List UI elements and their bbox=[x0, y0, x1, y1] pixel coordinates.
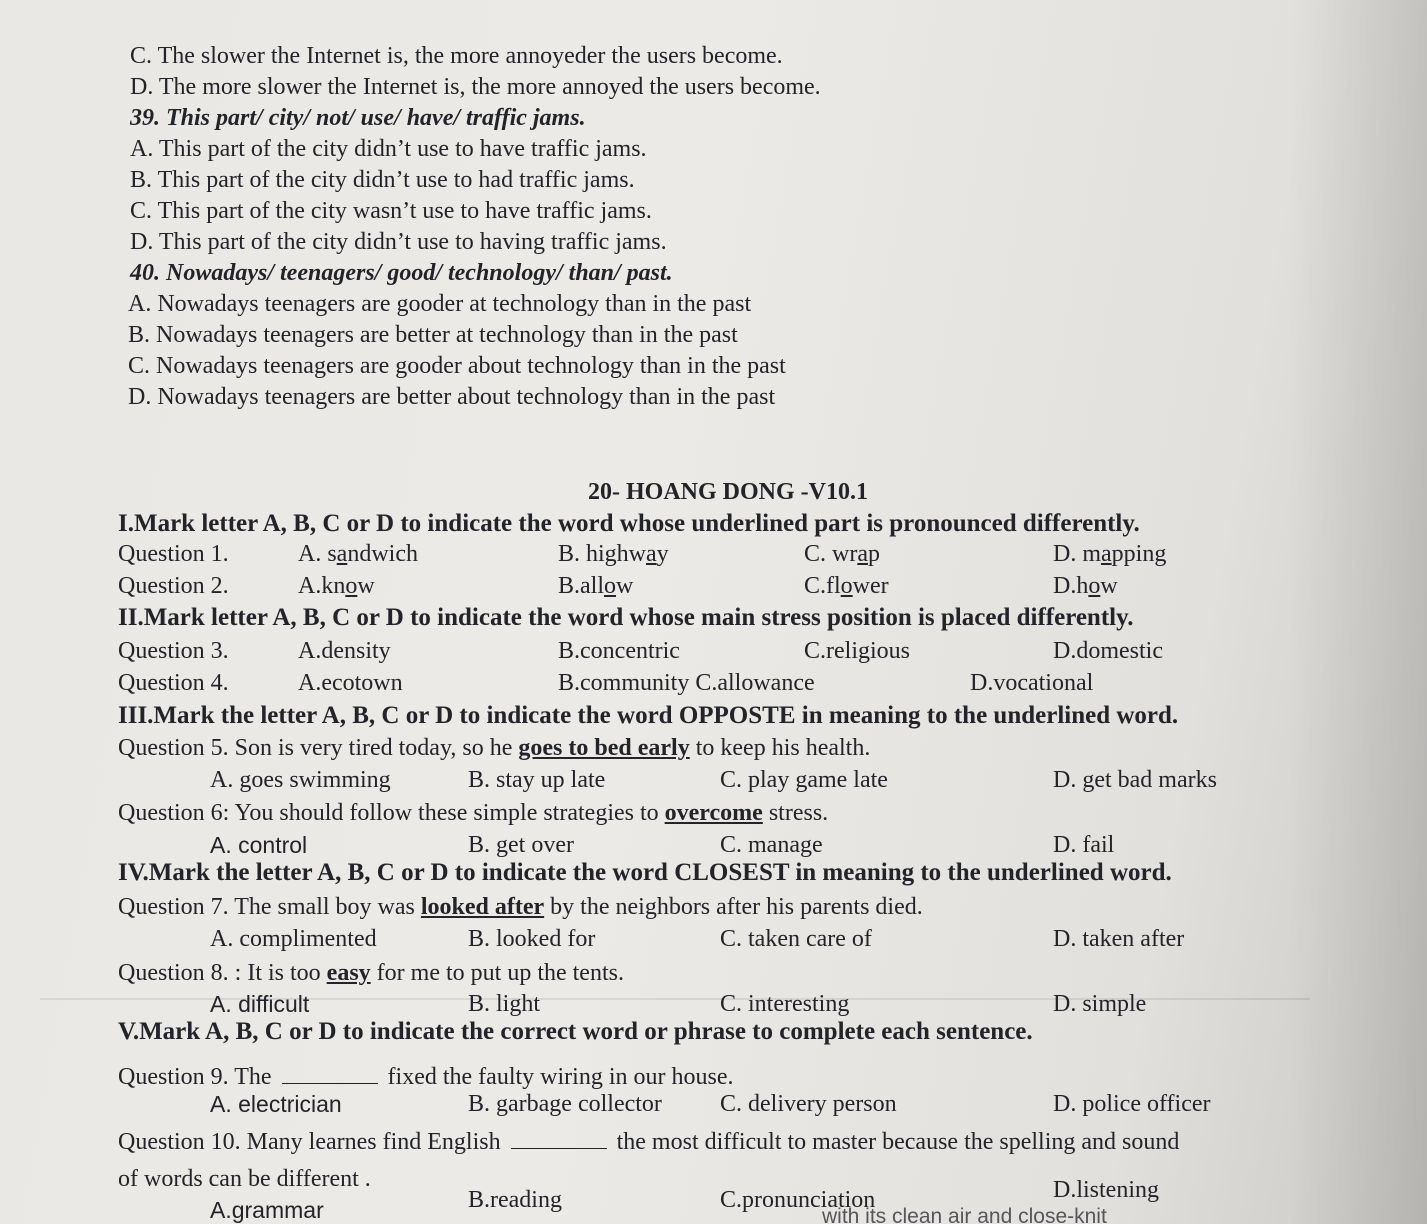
question-3-label: Question 3. bbox=[118, 638, 229, 664]
q4-options-b-c: B.community C.allowance bbox=[558, 670, 815, 696]
q8-option-c: C. interesting bbox=[720, 991, 850, 1017]
q9-option-a: A. electrician bbox=[210, 1091, 342, 1117]
q39-option-a: A. This part of the city didn’t use to have traffic jams. bbox=[130, 136, 647, 162]
q40-option-a: A. Nowadays teenagers are gooder at technology than in the past bbox=[128, 291, 752, 317]
q6-option-d: D. fail bbox=[1053, 832, 1115, 858]
q1-option-b: B. highway bbox=[558, 541, 669, 567]
cutoff-text-fragment: with its clean air and close-knit bbox=[822, 1205, 1107, 1224]
question-1-row bbox=[118, 540, 1418, 568]
q9-option-d: D. police officer bbox=[1053, 1091, 1211, 1117]
question-5-text: Question 5. Son is very tired today, so he goes to bed early to keep his health. bbox=[118, 735, 871, 761]
q5-option-b: B. stay up late bbox=[468, 767, 606, 793]
q4-option-d: D.vocational bbox=[970, 670, 1094, 696]
q9-option-b: B. garbage collector bbox=[468, 1091, 662, 1117]
q1-option-a: A. sandwich bbox=[298, 541, 418, 567]
q9-option-c: C. delivery person bbox=[720, 1091, 897, 1117]
q5-option-c: C. play game late bbox=[720, 767, 888, 793]
question-6-text: Question 6: You should follow these simple strategies to overcome stress. bbox=[118, 800, 829, 826]
q10-option-d: D.listening bbox=[1053, 1177, 1159, 1203]
page-edge-shadow bbox=[1287, 0, 1427, 1224]
q2-option-d: D.how bbox=[1053, 573, 1118, 599]
question-8-options bbox=[118, 990, 1418, 1018]
question-9-options bbox=[118, 1090, 1418, 1118]
q39-prompt: 39. This part/ city/ not/ use/ have/ traffic jams. bbox=[130, 105, 586, 131]
q40-option-b: B. Nowadays teenagers are better at technology than in the past bbox=[128, 322, 738, 348]
q38-option-c: C. The slower the Internet is, the more annoyeder the users become. bbox=[130, 43, 783, 69]
q10-option-a: A.grammar bbox=[210, 1197, 324, 1223]
q40-option-c: C. Nowadays teenagers are gooder about technology than in the past bbox=[128, 353, 786, 379]
section-5-heading: V.Mark A, B, C or D to indicate the correct word or phrase to complete each sentence. bbox=[118, 1018, 1033, 1045]
q1-option-c: C. wrap bbox=[804, 541, 880, 567]
section-1-heading: I.Mark letter A, B, C or D to indicate the word whose underlined part is pronounced differently. bbox=[118, 510, 1140, 537]
q2-option-b: B.allow bbox=[558, 573, 634, 599]
q6-option-b: B. get over bbox=[468, 832, 574, 858]
q3-option-c: C.religious bbox=[804, 638, 910, 664]
question-7-text: Question 7. The small boy was looked after by the neighbors after his parents died. bbox=[118, 894, 923, 920]
q6-option-a: A. control bbox=[210, 832, 308, 858]
section-2-heading: II.Mark letter A, B, C or D to indicate the word whose main stress position is placed differently. bbox=[118, 604, 1134, 631]
question-4-row bbox=[118, 669, 1418, 697]
q39-option-d: D. This part of the city didn’t use to having traffic jams. bbox=[130, 229, 667, 255]
question-10-text: Question 10. Many learnes find English the most difficult to master because the spelling and sound bbox=[118, 1129, 1180, 1155]
question-6-options bbox=[118, 831, 1418, 859]
q10-answer-blank bbox=[511, 1130, 607, 1149]
question-1-label: Question 1. bbox=[118, 541, 229, 567]
question-8-text: Question 8. : It is too easy for me to put up the tents. bbox=[118, 960, 624, 986]
question-2-label: Question 2. bbox=[118, 573, 229, 599]
q2-option-a: A.know bbox=[298, 573, 375, 599]
q38-option-d: D. The more slower the Internet is, the more annoyed the users become. bbox=[130, 74, 821, 100]
q5-option-d: D. get bad marks bbox=[1053, 767, 1217, 793]
q9-answer-blank bbox=[282, 1065, 378, 1084]
q40-option-d: D. Nowadays teenagers are better about technology than in the past bbox=[128, 384, 776, 410]
q6-option-c: C. manage bbox=[720, 832, 823, 858]
question-2-row bbox=[118, 572, 1418, 600]
q3-option-d: D.domestic bbox=[1053, 638, 1163, 664]
question-7-options bbox=[118, 925, 1418, 953]
section-3-heading: III.Mark the letter A, B, C or D to indicate the word OPPOSTE in meaning to the underlined word. bbox=[118, 702, 1179, 729]
question-10-continued: of words can be different . bbox=[118, 1166, 371, 1192]
q39-option-b: B. This part of the city didn’t use to had traffic jams. bbox=[130, 167, 635, 193]
q5-option-a: A. goes swimming bbox=[210, 767, 391, 793]
q1-option-d: D. mapping bbox=[1053, 541, 1167, 567]
q4-option-a: A.ecotown bbox=[298, 670, 403, 696]
q39-option-c: C. This part of the city wasn’t use to have traffic jams. bbox=[130, 198, 652, 224]
q7-option-d: D. taken after bbox=[1053, 926, 1185, 952]
q40-prompt: 40. Nowadays/ teenagers/ good/ technology/ than/ past. bbox=[130, 260, 673, 286]
test-title: 20- HOANG DONG -V10.1 bbox=[588, 479, 868, 505]
q8-option-b: B. light bbox=[468, 991, 541, 1017]
question-3-row bbox=[118, 637, 1418, 665]
q8-option-a: A. difficult bbox=[210, 991, 310, 1017]
q2-option-c: C.flower bbox=[804, 573, 889, 599]
question-4-label: Question 4. bbox=[118, 670, 229, 696]
q8-option-d: D. simple bbox=[1053, 991, 1147, 1017]
q3-option-a: A.density bbox=[298, 638, 391, 664]
question-5-options bbox=[118, 766, 1418, 794]
section-4-heading: IV.Mark the letter A, B, C or D to indicate the word CLOSEST in meaning to the underlined word. bbox=[118, 859, 1172, 886]
q10-option-b: B.reading bbox=[468, 1187, 562, 1213]
q7-option-c: C. taken care of bbox=[720, 926, 872, 952]
question-9-text: Question 9. The fixed the faulty wiring in our house. bbox=[118, 1064, 734, 1090]
q7-option-a: A. complimented bbox=[210, 926, 377, 952]
q3-option-b: B.concentric bbox=[558, 638, 680, 664]
q7-option-b: B. looked for bbox=[468, 926, 596, 952]
q10-option-c: C.pronunciation bbox=[720, 1187, 876, 1213]
